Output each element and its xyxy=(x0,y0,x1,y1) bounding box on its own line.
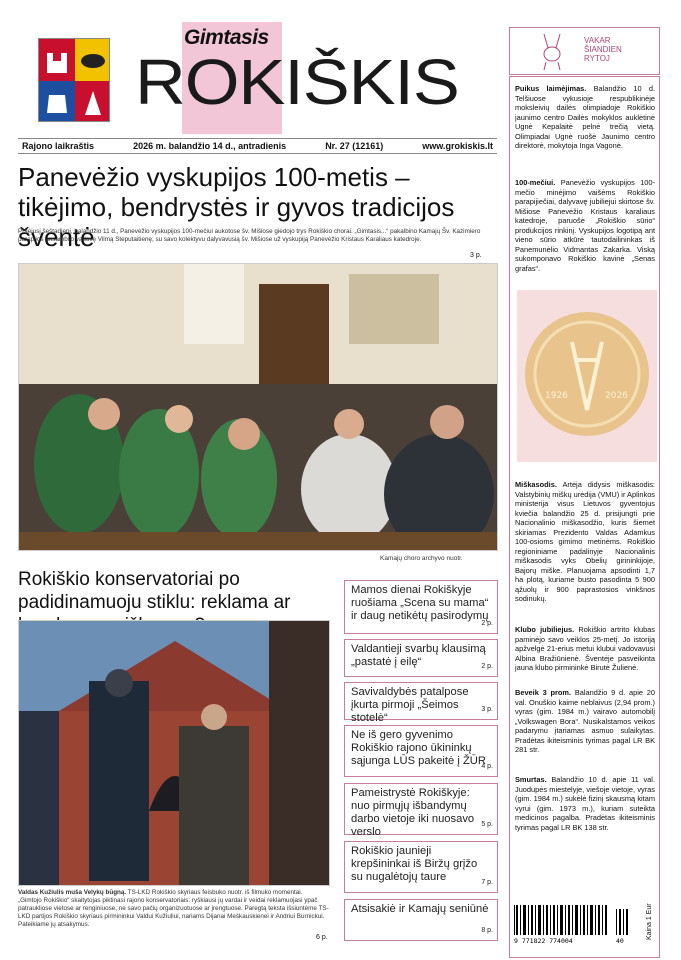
sidebar-item-text: Rokiškio artrito klubas paminėjo savo veiklos 25-metį. Jo istoriją apžvelgė 21-erius metui klubui vadovavusi Albina Bražiūnienė. Šventėje pasveikinta jauna klubo pirmininkė Birutė Žulienė. xyxy=(515,625,655,672)
sidebar-item-smurtas xyxy=(515,775,655,832)
main-photo-credit: Kamajų choro archyvo nuotr. xyxy=(380,555,463,562)
teaser-text: Savivaldybės patalpose įkurta pirmoji „Šeimos stotelė“ xyxy=(351,686,469,724)
teaser-page: 2 p. xyxy=(481,620,493,627)
bunny-icon xyxy=(530,32,574,72)
sidebar-item-title: 100-mečiui. xyxy=(515,178,556,187)
brand-subtitle: Gimtasis xyxy=(184,26,269,49)
sidebar-item-title: Klubo jubiliejus. xyxy=(515,625,575,634)
sidebar-item-title: Smurtas. xyxy=(515,775,547,784)
second-lead: „Gimtojo Rokiškio“ skaitytojas piktinasi rajono konservatoriais: ryškiausi jų vardai ir veidai reklamuojasi ypač patraukliose vietose ar renginiuose, ne savo pačių organizuotuose ar įrengtuose. Paregtą teksta išsiuntėme TS-LKD partijos Rokiškio skyriaus pirmininkui Valdui Kužiuliui, nariams Dijanai Meškauskienei ir Andriui Burnickui. Pateikiame jų atsakymus. xyxy=(18,897,329,928)
barcode xyxy=(512,905,634,945)
church-choir-photo xyxy=(18,263,498,551)
main-page-ref: 3 p. xyxy=(470,252,482,259)
main-headline[interactable]: Panevėžio vyskupijos 100-metis – tikėjimo, bendrystės ir gyvos tradicijos šventė xyxy=(18,162,455,252)
wafer-year-right: 2026 xyxy=(605,391,628,401)
teaser-page: 3 p. xyxy=(481,706,493,713)
weather-labels xyxy=(584,36,622,63)
sidebar-item-beveik-3-prom xyxy=(515,688,655,755)
teaser-text: Valdantieji svarbų klausimą „pastatė į eilę“ xyxy=(351,643,486,668)
newspaper-title: ROKIŠKIS xyxy=(135,46,459,118)
teaser-text: Ne iš gero gyvenimo Rokiškio rajono ūkininkų sąjunga LŪS pakeitė į ŽŪR xyxy=(351,729,486,767)
sidebar-item-title: Puikus laimėjimas. xyxy=(515,84,587,93)
teaser-ukininku-sajunga[interactable] xyxy=(344,725,498,777)
teaser-pameistryste[interactable] xyxy=(344,783,498,838)
paper-type: Rajono laikraštis xyxy=(22,141,95,151)
price-label: Kaina 1 Eur xyxy=(646,903,653,940)
sidebar-item-klubo-jubiliejus xyxy=(515,625,655,673)
teaser-text: Rokiškio jaunieji krepšininkai iš Biržų grįžo su nugalėtojų taure xyxy=(351,845,478,883)
teaser-text: Mamos dienai Rokiškyje ruošiama „Scena su mama“ ir daug netikėtų pasirodymų xyxy=(351,584,489,622)
teaser-page: 7 p. xyxy=(481,879,493,886)
website-link[interactable]: www.grokiskis.lt xyxy=(422,141,493,151)
sidebar-item-title: Miškasodis. xyxy=(515,480,557,489)
main-lead: Praėjusį šeštadienį, balandžio 11 d., Panevėžio vyskupijos 100-mečiui aukotose šv. Mišiose giedojo trys Rokiškio chorai. „Gimtasis...“ pakalbino Kamajų Šv. Kazimiero parapijos ansamblio vadovę Vilmą Steputaitienę, su savo kolektyvu dalyvavusią šv. Mišiose už vyskupiją Panevėžio Kristaus Karaliaus katedroje. xyxy=(18,228,481,243)
teaser-text: Pameistrystė Rokiškyje: nuo pirmųjų išbandymų darbo vietoje iki nuosavo verslo xyxy=(351,787,475,838)
sidebar-item-laimejimas xyxy=(515,84,655,151)
issue-info-bar xyxy=(18,138,497,154)
wafer-photo xyxy=(517,290,657,462)
sidebar-item-text: Balandžio 9 d. apie 20 val. Onuškio kaime neblaivus (2,94 prom.) vyras (gim. 1984 m.) vairavo automobilį „Volkswagen Bora“. Nusikalstamos veikos padarymu įtariamas asmuo sulaikytas. Pradėtas ikiteisminis tyrimas pagal LR BK 281 str. xyxy=(515,688,655,754)
coat-of-arms-logo xyxy=(38,38,110,122)
sidebar-item-title: Beveik 3 prom. xyxy=(515,688,572,697)
sidebar-item-text: Balandžio 10 d. Telšiuose vykusioje respublikinėje moksleivių dailės olimpiadoje Rokiškio jaunimo centro Dailės mokyklos auklėtinė Ugnė Kepalaitė pelnė trečią vietą. Olimpiadai Ugnė ruošė Jaunimo centro direktorė, mokytoja Inga Vagonė. xyxy=(515,84,655,150)
teaser-page: 2 p. xyxy=(481,663,493,670)
barcode-number: 9 771822 774004 xyxy=(514,937,573,945)
teaser-krepsininkai[interactable] xyxy=(344,841,498,893)
teaser-kamaju-seniune[interactable] xyxy=(344,899,498,941)
second-headline[interactable]: Rokiškio konservatoriai po padidinamuoju stiklu: reklama ar xyxy=(18,569,291,613)
second-page-ref: 6 p. xyxy=(316,934,328,941)
sidebar-item-100-meciui xyxy=(515,178,655,273)
second-caption-block xyxy=(18,889,330,929)
teaser-page: 4 p. xyxy=(481,763,493,770)
second-caption-credit: TS-LKD Rokiškio skyriaus feisbuko nuotr. iš filmuko momentai. xyxy=(127,889,303,896)
teaser-seimos-stotele[interactable] xyxy=(344,682,498,724)
teaser-page: 5 p. xyxy=(481,821,493,828)
teaser-valdantieji[interactable] xyxy=(344,639,498,677)
weather-yesterday: VAKAR xyxy=(584,36,611,45)
second-caption-title: Valdas Kužiulis muša Velykų būgną. xyxy=(18,889,127,896)
weather-tomorrow: RYTOJ xyxy=(584,54,610,63)
sidebar-item-text: Panevėžio vyskupijos 100-mečio minėjimo vaišėms Rokiškio parapijiečiai, dalyvavę jubiliejui skirtose šv. Mišiose Panevėžio Kristaus karaliaus katedroje, paruošė „Rokiškio sūrio“ produkcijos rinkinį. Vyskupijos logotipą ant vieno sūrio atkūrė tautodailininkas iš Panemunėlio Vidmantas Zakarka. Viską sukomponavo Rokiškio kavinė „Senas grafas“. xyxy=(515,178,655,273)
sidebar-item-miskasodis xyxy=(515,480,655,604)
sidebar-item-text: Balandžio 10 d. apie 11 val. Juodupės miestelyje, viešoje vietoje, vyras (gim. 1984 m.) sukėlė fizinį skausmą kitam vyrui (gim. 1973 m.), kuriam suteikta medicinos pagalba. Pradėtas ikiteisminis tyrimas pagal LR BK 138 str. xyxy=(515,775,655,832)
barcode-addon: 40 xyxy=(616,937,624,945)
sidebar-item-text: Artėja didysis miškasodis: Valstybinių miškų urėdija (VMU) ir Aplinkos ministerija visus Lietuvos gyventojus kviečia balandžio 25 d. prisijungti prie Nacionalinio miškasodžio, kuris šiemet skiriamas Prezidento Valdas Adamkus 100-osioms gimimo metinėms. Rokiškio regioniniame padalinyje Nacionalinis miškasodis vyks Obelių girininkijoje, Bajorų miške. Planuojama apsodinti 1,7 ha plotą, kuriame busto pasodinta 5 900 ąžuolų ir 900 paprastosios vinkšnos sodinukų. xyxy=(515,480,655,603)
teaser-page: 8 p. xyxy=(481,927,493,934)
issue-number: Nr. 27 (12161) xyxy=(325,141,384,151)
easter-drum-photo xyxy=(18,620,330,886)
wafer-year-left: 1926 xyxy=(545,391,568,401)
teaser-text: Atsisakiė ir Kamajų seniūnė xyxy=(351,903,489,915)
teaser-mamos-diena[interactable] xyxy=(344,580,498,634)
issue-date: 2026 m. balandžio 14 d., antradienis xyxy=(133,141,287,151)
weather-today: ŠIANDIEN xyxy=(584,45,622,54)
